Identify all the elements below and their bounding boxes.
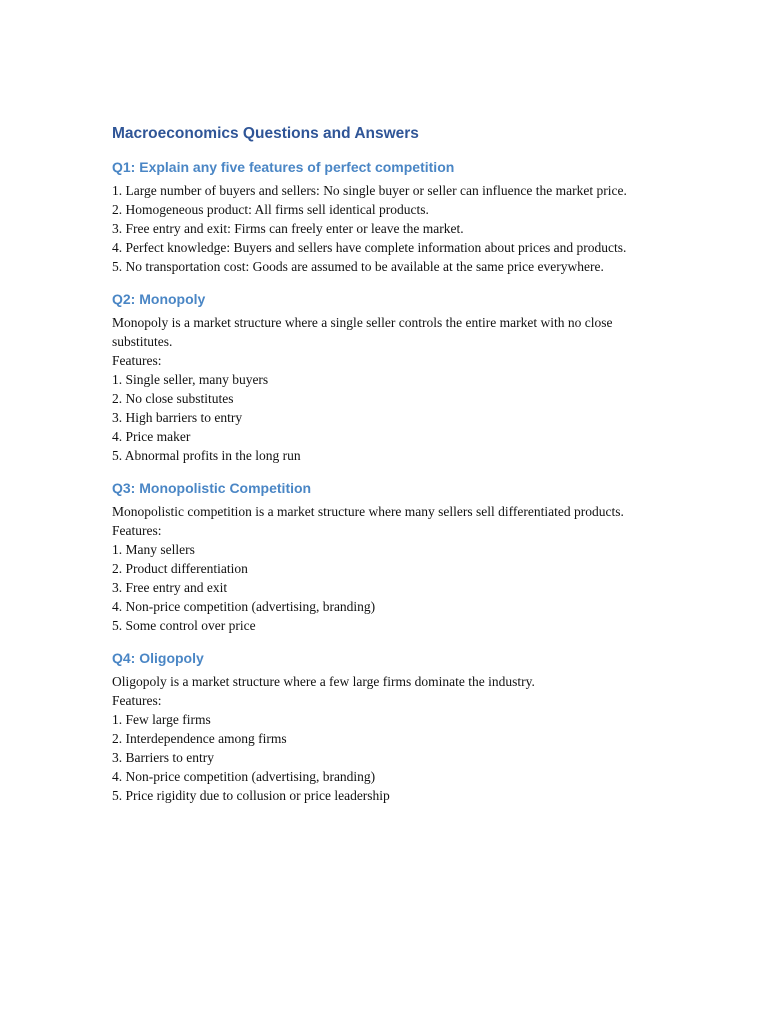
feature-list — [112, 540, 672, 635]
list-item: 4. Non-price competition (advertising, branding) — [112, 769, 376, 784]
document-page — [112, 124, 672, 819]
section-heading: Q2: Monopoly — [112, 291, 206, 307]
features-label: Features: — [112, 353, 162, 368]
section-heading: Q3: Monopolistic Competition — [112, 480, 312, 496]
section-intro: Monopolistic competition is a market structure where many sellers sell differentiated products. — [112, 504, 624, 519]
list-item: 3. Free entry and exit — [112, 580, 228, 595]
list-item: 1. Many sellers — [112, 542, 195, 557]
list-item: 5. Price rigidity due to collusion or price leadership — [112, 788, 390, 803]
feature-list — [112, 710, 672, 805]
list-item: 3. Free entry and exit: Firms can freely enter or leave the market. — [112, 221, 464, 236]
section-intro: Monopoly is a market structure where a single seller controls the entire market with no close substitutes. — [112, 315, 613, 349]
list-item: 2. Homogeneous product: All firms sell identical products. — [112, 202, 429, 217]
features-label: Features: — [112, 523, 162, 538]
list-item: 4. Non-price competition (advertising, branding) — [112, 599, 376, 614]
list-item: 5. Some control over price — [112, 618, 256, 633]
section-intro: Oligopoly is a market structure where a few large firms dominate the industry. — [112, 674, 535, 689]
list-item: 3. Barriers to entry — [112, 750, 214, 765]
features-label: Features: — [112, 693, 162, 708]
list-item: 1. Few large firms — [112, 712, 211, 727]
section-q3 — [112, 479, 672, 635]
list-item: 1. Single seller, many buyers — [112, 372, 269, 387]
list-item: 2. No close substitutes — [112, 391, 234, 406]
list-item: 1. Large number of buyers and sellers: No single buyer or seller can influence the market price. — [112, 183, 627, 198]
section-heading: Q1: Explain any five features of perfect competition — [112, 159, 455, 175]
list-item: 5. Abnormal profits in the long run — [112, 448, 301, 463]
section-q2 — [112, 290, 672, 465]
section-heading: Q4: Oligopoly — [112, 650, 204, 666]
feature-list — [112, 181, 672, 276]
list-item: 4. Price maker — [112, 429, 191, 444]
list-item: 5. No transportation cost: Goods are assumed to be available at the same price everywhere. — [112, 259, 604, 274]
section-q1 — [112, 158, 672, 276]
list-item: 2. Interdependence among firms — [112, 731, 287, 746]
list-item: 3. High barriers to entry — [112, 410, 243, 425]
feature-list — [112, 370, 672, 465]
section-q4 — [112, 649, 672, 805]
list-item: 2. Product differentiation — [112, 561, 248, 576]
document-title: Macroeconomics Questions and Answers — [112, 125, 419, 142]
list-item: 4. Perfect knowledge: Buyers and sellers have complete information about prices and products. — [112, 240, 627, 255]
